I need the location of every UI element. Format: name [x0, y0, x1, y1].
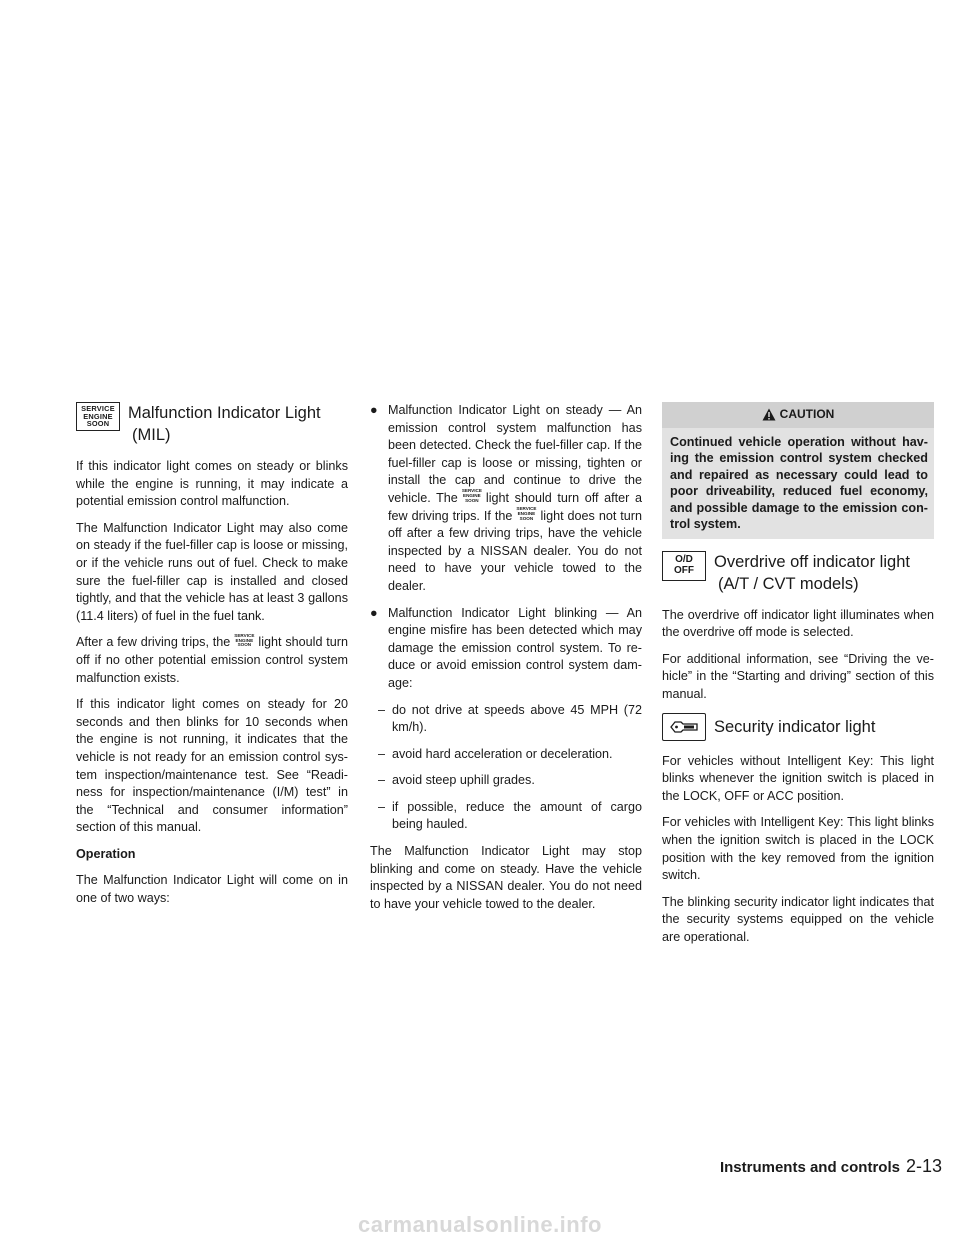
icon-line: ENGINE	[83, 411, 113, 421]
overdrive-heading-line2: (A/T / CVT models)	[718, 574, 859, 593]
overdrive-heading	[662, 551, 934, 595]
icon-line: SERVICE	[516, 506, 537, 512]
icon-line: ENGINE	[517, 510, 536, 516]
icon-line: OFF	[674, 564, 694, 576]
key-shape	[668, 718, 700, 736]
service-engine-soon-icon	[516, 507, 536, 521]
caution-title	[662, 402, 934, 428]
security-key-icon	[662, 713, 706, 741]
mil-heading	[76, 402, 348, 446]
dash-item	[378, 772, 642, 790]
icon-line: SERVICE	[81, 404, 115, 414]
bullet-icon: ●	[370, 605, 378, 620]
caution-title-text: CAUTION	[779, 407, 835, 421]
mil-paragraph: The Malfunction Indicator Light may also come on steady if the fuel-filler cap is loose or missing, or if the vehicle runs out of fuel. Check to make sure the fuel-filler cap is installed and closed tightly, and that the vehicle has at least 3 gallons (11.4 liters) of fuel in the fuel tank.	[76, 520, 348, 623]
dash-icon: –	[378, 773, 386, 788]
bullet-icon: ●	[370, 403, 378, 417]
page-footer	[710, 1156, 942, 1177]
text-span: Malfunction Indicator Light on steady — An emission control system malfunction has been detected. Check the fuel-filler cap. If the fuel-filler cap is loose or missing, tighten or install the cap and continue to drive the vehicle. The	[388, 403, 642, 505]
service-engine-soon-icon	[234, 634, 254, 648]
overdrive-heading-text	[706, 551, 910, 595]
mil-paragraph: If this indicator light comes on steady for 20 seconds and then blinks for 10 seconds when the engine is not running, it indicates that the vehicle is not ready for an emission control sys-tem inspection/maintenance test. See “Readi-ness for inspection/maintenance (I/M) test” in the “Technical and consumer information” section of this manual.	[76, 697, 348, 835]
mil-paragraph: If this indicator light comes on steady or blinks while the engine is running, it may indicate a potential emission control malfunction.	[76, 459, 348, 509]
dash-icon: –	[378, 702, 386, 717]
security-heading-text: Security indicator light	[714, 717, 876, 736]
bullet-text	[388, 402, 642, 596]
icon-line: ENGINE	[463, 493, 481, 499]
overdrive-paragraph: For additional information, see “Driving the ve-hicle” in the “Starting and driving” section of this manual.	[662, 651, 934, 701]
mil-paragraph-inline-icon	[76, 634, 348, 687]
dash-item	[378, 799, 642, 834]
security-paragraph: The blinking security indicator light indicates that the security systems equipped on the vehicle are operational.	[662, 894, 934, 944]
security-paragraph: For vehicles with Intelligent Key: This light blinks when the ignition switch is placed in the LOCK position with the key removed from the ignition switch.	[662, 815, 934, 883]
overdrive-heading-line1: Overdrive off indicator light	[714, 552, 910, 571]
text-span: light does not turn off after a few driving trips, have the vehicle inspected by a NISSAN dealer. You do not need to have your vehicle towed to the dealer.	[388, 508, 642, 593]
list-item	[370, 402, 642, 596]
service-engine-soon-icon	[462, 489, 482, 503]
text-span: After a few driving trips, the	[76, 635, 231, 650]
overdrive-paragraph: The overdrive off indicator light illuminates when the overdrive off mode is selected.	[662, 607, 934, 640]
dash-item	[378, 746, 642, 764]
icon-line: SOON	[519, 515, 534, 521]
overdrive-off-icon	[662, 551, 706, 581]
bullet-text: Malfunction Indicator Light blinking — An engine misfire has been detected which may damage the emission control system. To re-duce or avoid emission control system dam-age:	[388, 605, 642, 690]
page-number: 2-13	[905, 1156, 942, 1176]
caution-box	[662, 402, 934, 539]
dash-item	[378, 702, 642, 737]
dash-text: do not drive at speeds above 45 MPH (72 km/h).	[392, 702, 642, 735]
column-1	[76, 402, 348, 917]
icon-line: SERVICE	[234, 632, 255, 638]
caution-body: Continued vehicle operation without hav-ing the emission control system checked and repaired as necessary could lead to poor driveability, reduced fuel economy, and possible damage to the emission con-trol system.	[670, 434, 928, 532]
dash-text: avoid hard acceleration or deceleration.	[392, 746, 613, 761]
column-2	[370, 402, 642, 922]
service-engine-soon-icon	[76, 402, 120, 431]
mil-heading-line2: (MIL)	[132, 426, 171, 444]
column-3	[662, 402, 934, 956]
icon-line: SERVICE	[461, 488, 482, 494]
dash-text: if possible, reduce the amount of cargo being hauled.	[392, 799, 642, 832]
icon-line: ENGINE	[235, 637, 254, 643]
mil-paragraph: The Malfunction Indicator Light may stop blinking and come on steady. Have the vehicle inspected by a NISSAN dealer. You do not need to have your vehicle towed to the dealer.	[370, 844, 642, 911]
dash-icon: –	[378, 746, 386, 761]
security-paragraph: For vehicles without Intelligent Key: This light blinks whenever the ignition switch is placed in the LOCK, OFF or ACC position.	[662, 753, 934, 803]
operation-heading: Operation	[76, 846, 136, 861]
icon-line: SOON	[86, 419, 110, 429]
watermark: carmanualsonline.info	[358, 1212, 602, 1237]
footer-section: Instruments and controls	[719, 1159, 900, 1176]
mil-heading-text	[120, 402, 321, 446]
icon-line: SOON	[465, 498, 479, 504]
warning-icon	[762, 408, 776, 421]
list-item	[370, 605, 642, 693]
security-heading	[662, 713, 934, 741]
icon-line: SOON	[237, 642, 252, 648]
mil-paragraph: The Malfunction Indicator Light will come on in one of two ways:	[76, 873, 348, 906]
text-span: light should turn off if no other potential emission control system malfunction exists.	[76, 635, 348, 685]
dash-icon: –	[378, 799, 386, 814]
mil-heading-line1: Malfunction Indicator Light	[128, 404, 321, 422]
text-span: light should turn off after a few driving trips. If the	[388, 490, 642, 523]
icon-line: O/D	[675, 554, 693, 566]
dash-text: avoid steep uphill grades.	[392, 773, 535, 788]
